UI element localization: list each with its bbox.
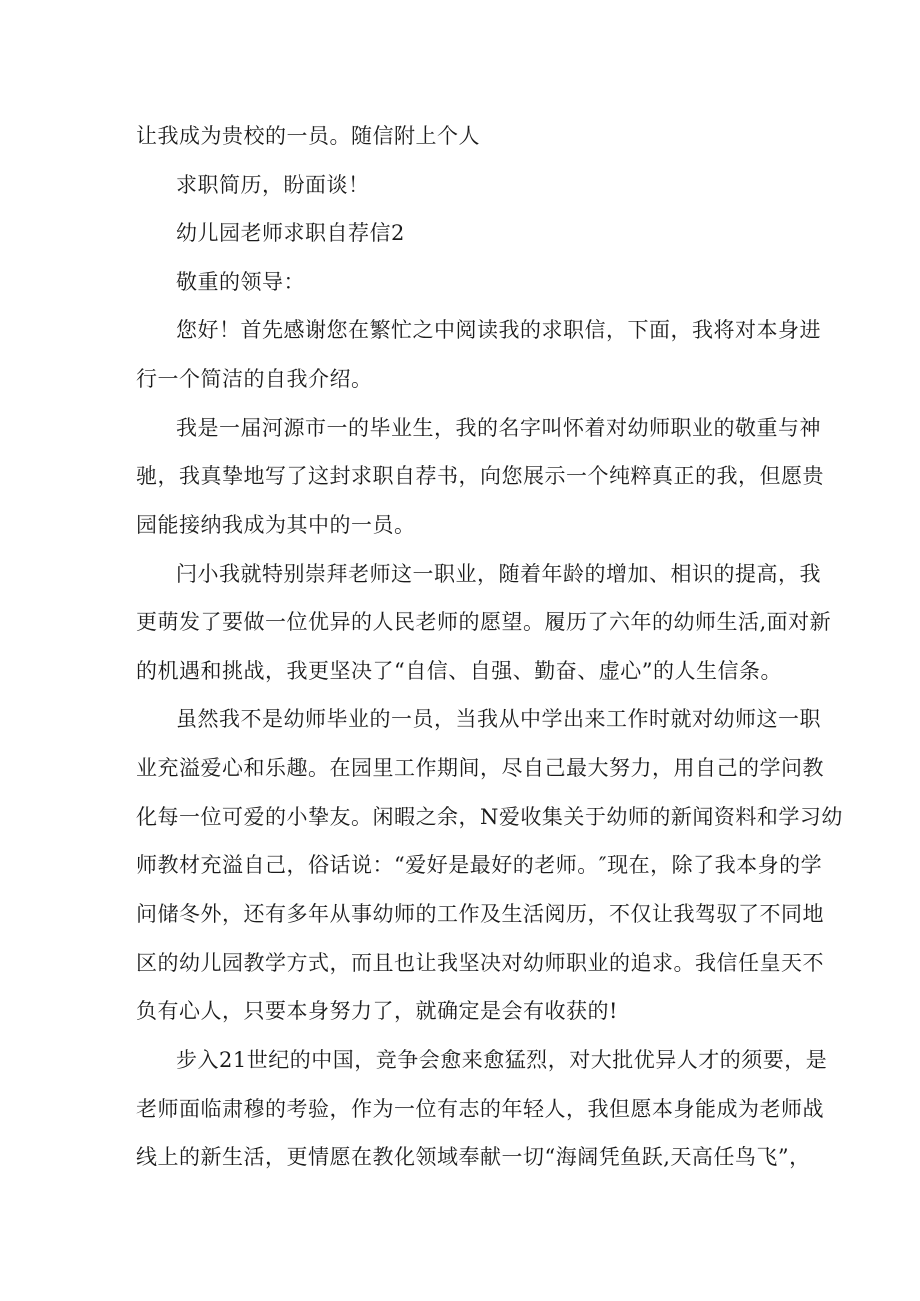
text-line: 行一个简洁的自我介绍。 [136, 367, 373, 391]
text-line: 让我成为贵校的一员。随信附上个人 [136, 124, 480, 148]
text-line: 闩小我就特别崇拜老师这一职业，随着年龄的增加、相识的提高，我 [176, 562, 821, 586]
text-line: 您好！首先感谢您在繁忙之中阅读我的求职信，下面，我将对本身进 [176, 318, 821, 342]
text-line: 区的幼儿园教学方式，而且也让我坚决对幼师职业的追求。我信任皇天不 [136, 951, 824, 975]
salutation: 敬重的领导： [176, 270, 305, 294]
text-line: 的机遇和挑战，我更坚决了“自信、自强、勤奋、虚心”的人生信条。 [136, 659, 782, 683]
text-line: 师教材充溢自己，俗话说：“爱好是最好的老师。″现在，除了我本身的学 [136, 853, 823, 877]
text-line: 负有心人，只要本身努力了，就确定是会有收获的! [136, 999, 618, 1023]
section-heading: 幼儿园老师求职自荐信2 [176, 221, 405, 245]
text-line: 更萌发了要做一位优异的人民老师的愿望。履历了六年的幼师生活,面对新 [136, 610, 832, 634]
text-line: 虽然我不是幼师毕业的一员，当我从中学出来工作时就对幼师这一职 [176, 707, 821, 731]
text-line: 化每一位可爱的小挚友。闲暇之余，N爱收集关于幼师的新闻资料和学习幼 [136, 805, 843, 829]
text-line: 园能接纳我成为其中的一员。 [136, 513, 416, 537]
text-line: 步入21世纪的中国，竞争会愈来愈猛烈，对大批优异人才的须要，是 [176, 1048, 828, 1072]
text-line: 驰，我真挚地写了这封求职自荐书，向您展示一个纯粹真正的我，但愿贵 [136, 464, 824, 488]
text-line: 线上的新生活，更情愿在教化领域奉献一切“海阔凭鱼跃,天高任鸟飞”， [136, 1145, 811, 1169]
text-line: 求职简历，盼面谈！ [176, 173, 370, 197]
text-line: 业充溢爱心和乐趣。在园里工作期间，尽自己最大努力，用自己的学问教 [136, 756, 824, 780]
text-line: 我是一届河源市一的毕业生，我的名字叫怀着对幼师职业的敬重与神 [176, 416, 821, 440]
text-line: 老师面临肃穆的考验，作为一位有志的年轻人，我但愿本身能成为老师战 [136, 1097, 824, 1121]
text-line: 问储冬外，还有多年从事幼师的工作及生活阅历，不仅让我驾驭了不同地 [136, 902, 824, 926]
